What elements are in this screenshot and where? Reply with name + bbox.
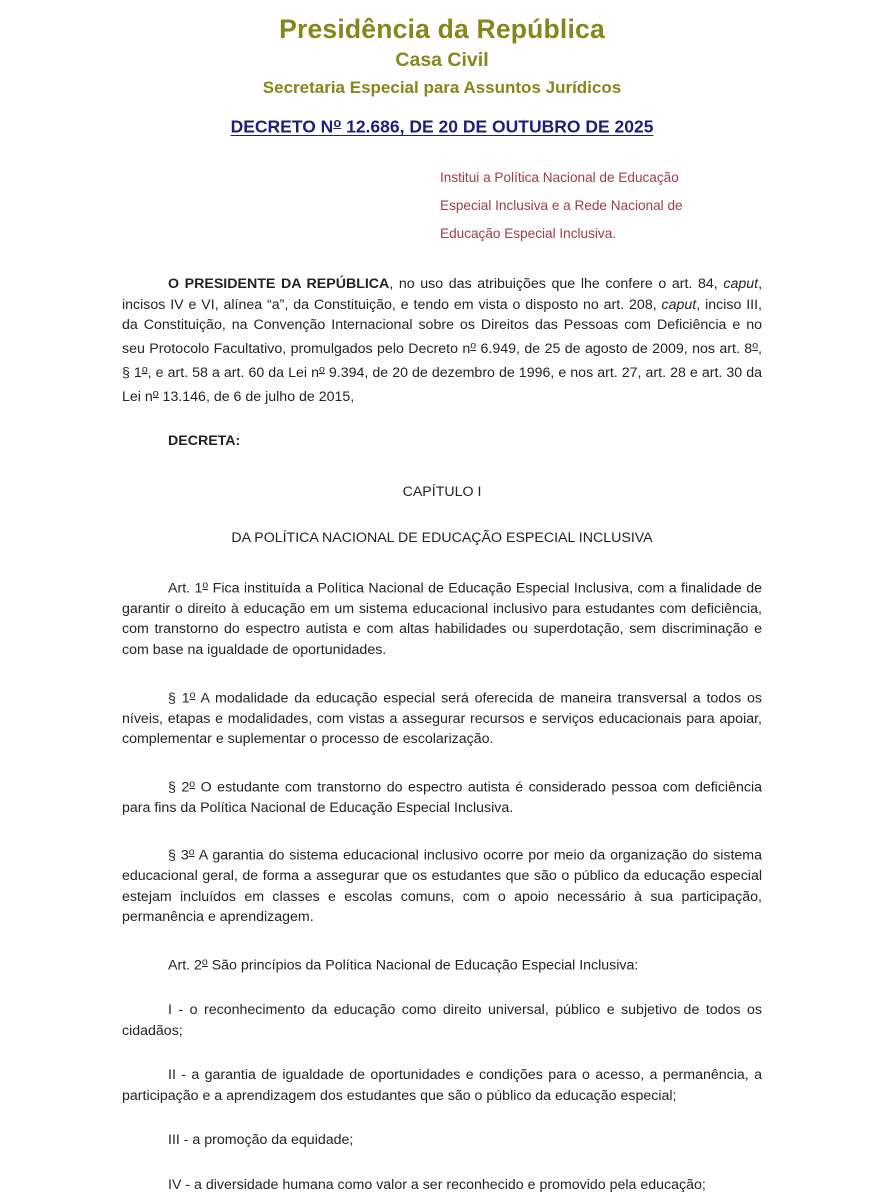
ordinal-indicator: o	[752, 339, 759, 352]
preamble-part-2: , incisos IV e VI, alínea “a”, da Constituição, e tendo em vista o disposto no art. 208,	[122, 276, 763, 313]
ordinal-indicator: o	[189, 777, 196, 790]
chapter-name: DA POLÍTICA NACIONAL DE EDUCAÇÃO ESPECIAL INCLUSIVA	[231, 530, 653, 547]
art-1-par-1: § 1$^o$ A modalidade da educação especial será oferecida de maneira transversal a todos os níveis, etapas e modalidades, com vistas a assegurar recursos e serviços educacionais para apoiar, complementar e suplementar o processo de escolarização.	[122, 688, 762, 748]
ordinal-indicator: o	[318, 363, 325, 376]
organization-name-casa-civil: Casa Civil	[395, 49, 489, 72]
articles-container	[122, 575, 762, 1196]
art-1-par-3: § 3$^o$ A garantia do sistema educacional inclusivo ocorre por meio da organização do sistema educacional geral, de forma a assegurar que os estudantes que são o público da educação especial estejam incluídos em classes e escolas comuns, com o apoio necessário à sua participação, permanência e aprendizagem.	[122, 846, 762, 926]
preamble-part-3: , inciso III, da Constituição, na Convenção Internacional sobre os Direitos das Pessoas com Deficiência e no seu Protocolo Facultativo, promulgados pelo Decreto $n^o$ 6.949, de 25 de agosto de 2009, nos art. 8$^o$, § 1$^o$, e art. 58 a art. 60 da Lei $n^o$ 9.394, de 20 de dezembro de 1996, e nos art. 27, art. 28 e art. 30 da Lei $n^o$ 13.146, de 6 de julho de 2015,	[122, 296, 762, 405]
preamble-part-1: , no uso das atribuições que lhe confere o art. 84,	[389, 276, 724, 293]
art-2-inciso-3: III - a promoção da equidade;	[168, 1132, 354, 1149]
ordinal-indicator: o	[202, 578, 209, 591]
decreta-label: DECRETA:	[168, 433, 241, 450]
art-2-inciso-2: II - a garantia de igualdade de oportunidades e condições para o acesso, a permanência, a participação e a aprendizagem dos estudantes que são o público da educação especial;	[122, 1067, 762, 1104]
ordinal-indicator: o	[470, 339, 477, 352]
ordinal-indicator: o	[189, 688, 196, 701]
document-header	[122, 14, 762, 138]
art-1-caput: Art. 1$^o$ Fica instituída a Política Nacional de Educação Especial Inclusiva, com a finalidade de garantir o direito à educação em um sistema educacional inclusivo para estudantes com deficiência, com transtorno do espectro autista e com altas habilidades ou superdotação, sem discriminação e com base na igualdade de oportunidades.	[122, 578, 762, 658]
ementa-line-3: Educação Especial Inclusiva.	[440, 226, 617, 242]
chapter-number: CAPÍTULO I	[402, 483, 482, 500]
preamble-paragraph	[122, 274, 762, 407]
art-1-par-2: § 2$^o$ O estudante com transtorno do espectro autista é considerado pessoa com deficiência para fins da Política Nacional de Educação Especial Inclusiva.	[122, 777, 762, 816]
organization-name-secretariat: Secretaria Especial para Assuntos Jurídicos	[262, 77, 622, 97]
ordinal-indicator: o	[201, 956, 208, 969]
art-2-inciso-4: IV - a diversidade humana como valor a ser reconhecido e promovido pela educação;	[168, 1177, 706, 1194]
ordinal-indicator: o	[333, 114, 342, 130]
art-2-inciso-1: I - o reconhecimento da educação como direito universal, público e subjetivo de todos os cidadãos;	[122, 1002, 762, 1039]
ordinal-indicator: o	[188, 846, 195, 859]
ementa-line-2: Especial Inclusiva e a Rede Nacional de	[440, 198, 683, 214]
preamble-italic-caput-1: caput	[723, 276, 759, 293]
preamble-italic-caput-2: caput	[661, 296, 697, 313]
ementa-line-1: Institui a Política Nacional de Educação	[440, 170, 679, 186]
art-2-caput: Art. 2$^o$ São princípios da Política Nacional de Educação Especial Inclusiva:	[168, 956, 639, 974]
ordinal-indicator: o	[141, 363, 148, 376]
decree-title[interactable]: DECRETO $N^o$ 12.686, DE 20 DE OUTUBRO DE 2025	[230, 114, 654, 137]
ordinal-indicator: o	[152, 387, 159, 400]
preamble-opening-bold: O PRESIDENTE DA REPÚBLICA	[168, 276, 390, 293]
organization-name-presidency: Presidência da República	[279, 14, 605, 44]
ementa-summary	[440, 164, 712, 248]
